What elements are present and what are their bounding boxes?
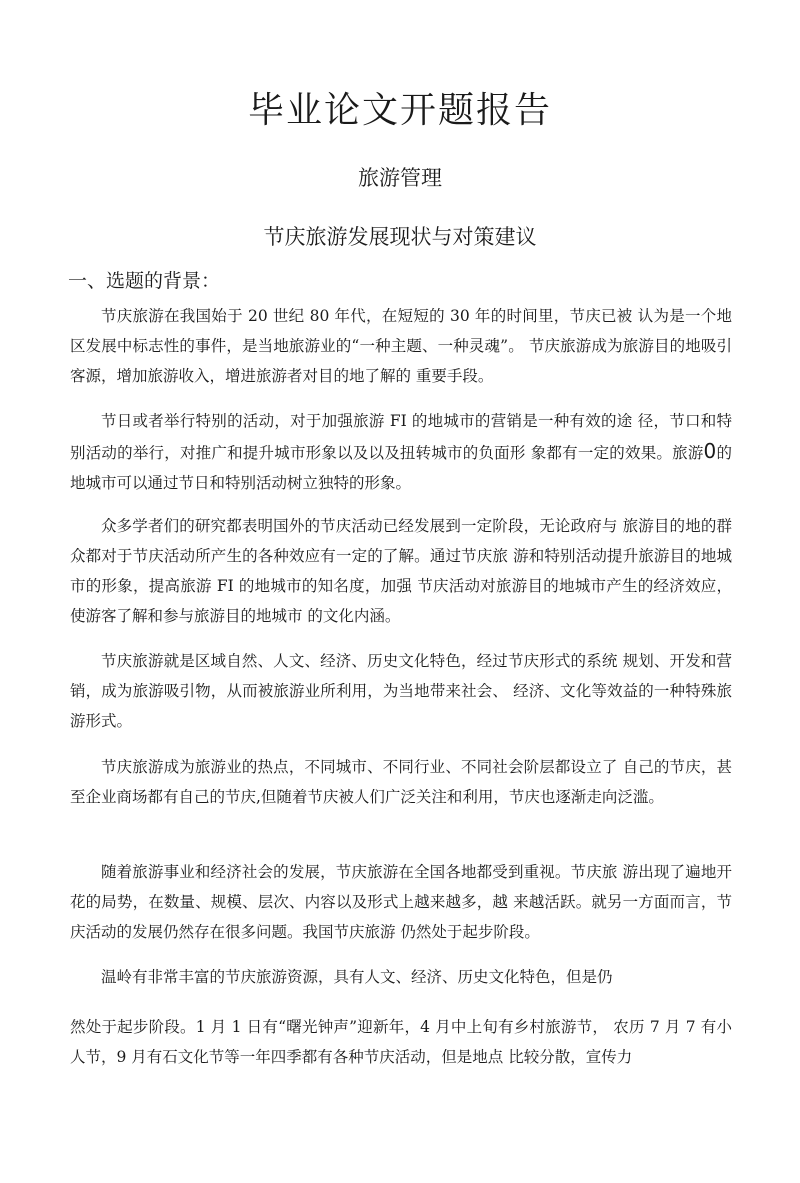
thesis-topic: 节庆旅游发展现状与对策建议 (263, 225, 537, 249)
paragraph-7-continued: 然处于起步阶段。1 月 1 日有“曙光钟声”迎新年，4 月中上旬有乡村旅游节， 农历 7 月 7 有小人节，9 月有石文化节等一年四季都有各种节庆活动，但是地点 比较分散，宣传力 (70, 1018, 732, 1066)
paragraph-2-tail: 的地城市可以通过节日和特别活动树立独特的形象。 (70, 444, 732, 492)
document-title: 毕业论文开题报告 (247, 90, 552, 131)
paragraph-7: 温岭有非常丰富的节庆旅游资源，具有人文、经济、历史文化特色，但是仍 (101, 968, 613, 986)
paragraph-6: 随着旅游事业和经济社会的发展，节庆旅游在全国各地都受到重视。节庆旅 游出现了遍地开花的局势，在数量、规模、层次、内容以及形式上越来越多，越 来越活跃。就另一方面而言，节庆活动的发展仍然存在很多问题。我国节庆旅游 仍然处于起步阶段。 (70, 863, 732, 941)
paragraph-5: 节庆旅游成为旅游业的热点，不同城市、不同行业、不同社会阶层都设立了 自己的节庆，甚至企业商场都有自己的节庆,但随着节庆被人们广泛关注和利用，节庆也逐渐走向泛滥。 (70, 758, 732, 806)
paragraph-2-text: 节日或者举行特别的活动，对于加强旅游 FI 的地城市的营销是一种有效的途 径，节口和特别活动的举行，对推广和提升城市形象以及以及扭转城市的负面形 象都有一定的效果。旅游 (70, 412, 732, 462)
inline-zero: 0 (703, 439, 717, 463)
paragraph-1: 节庆旅游在我国始于 20 世纪 80 年代，在短短的 30 年的时间里，节庆已被 认为是一个地区发展中标志性的事件，是当地旅游业的“一种主题、一种灵魂”。 节庆旅游成为旅游目的地吸引客源，增加旅游收入，增进旅游者对目的地了解的 重要手段。 (70, 307, 732, 385)
paragraph-2 (70, 406, 732, 498)
paragraph-3: 众多学者们的研究都表明国外的节庆活动已经发展到一定阶段，无论政府与 旅游目的地的群众都对于节庆活动所产生的各种效应有一定的了解。通过节庆旅 游和特别活动提升旅游目的地城市的形象，提高旅游 FI 的地城市的知名度，加强 节庆活动对旅游目的地城市产生的经济效应，使游客了解和参与旅游目的地城市 的文化内涵。 (70, 517, 732, 625)
section-heading: 一、选题的背景： (68, 270, 221, 292)
paragraph-4: 节庆旅游就是区域自然、人文、经济、历史文化特色，经过节庆形式的系统 规划、开发和营销，成为旅游吸引物，从而被旅游业所利用，为当地带来社会、 经济、文化等效益的一种特殊旅游形式。 (70, 652, 732, 730)
major-name: 旅游管理 (358, 166, 442, 190)
